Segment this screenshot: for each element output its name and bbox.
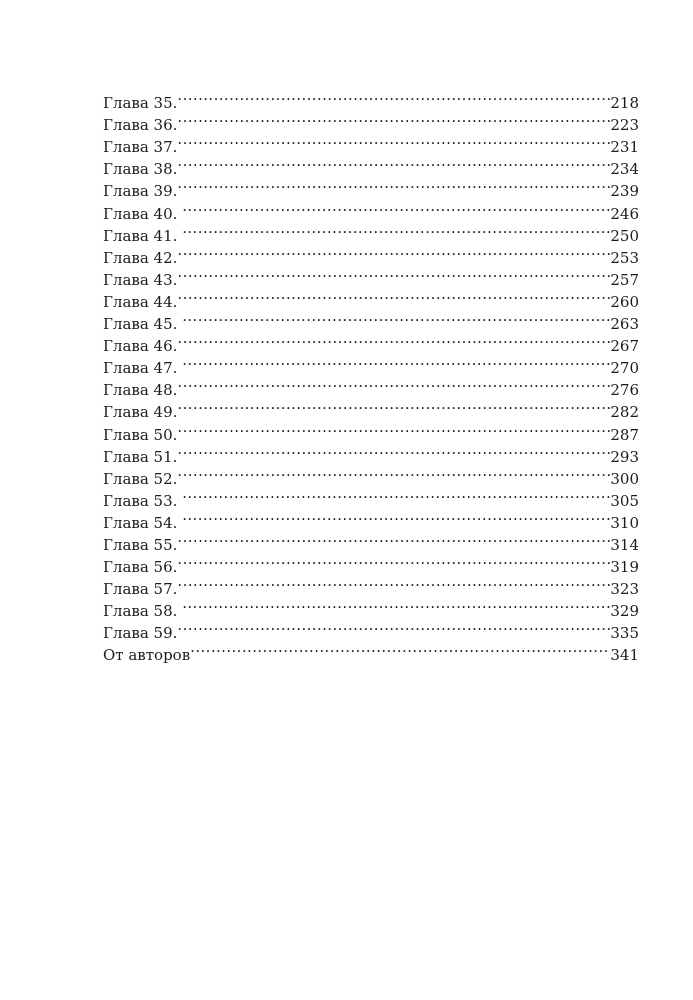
toc-dot-leader bbox=[177, 417, 610, 439]
toc-dot-leader bbox=[177, 329, 610, 351]
toc-dot-leader bbox=[177, 462, 610, 484]
toc-dot-leader bbox=[182, 506, 610, 528]
toc-dot-leader bbox=[177, 174, 610, 196]
toc-entry-title: Глава 58. bbox=[103, 602, 183, 621]
toc-entry bbox=[103, 616, 639, 643]
toc-entry-page-number: 218 bbox=[610, 94, 639, 113]
toc-dot-leader bbox=[177, 285, 610, 307]
toc-entry-page-number: 257 bbox=[610, 270, 639, 289]
toc-entry bbox=[103, 373, 639, 400]
toc-entry-title: Глава 38. bbox=[103, 160, 178, 179]
toc-entry-title: Глава 57. bbox=[103, 580, 178, 599]
toc-dot-leader bbox=[182, 219, 610, 241]
toc-dot-leader bbox=[177, 108, 610, 130]
toc-entry-page-number: 323 bbox=[610, 580, 639, 599]
toc-entry-page-number: 293 bbox=[610, 447, 639, 466]
toc-entry bbox=[103, 572, 639, 599]
toc-entry bbox=[103, 351, 639, 378]
toc-dot-leader bbox=[177, 616, 610, 638]
toc-entry-title: От авторов bbox=[103, 646, 191, 665]
toc-entry bbox=[103, 440, 639, 466]
toc-entry-title: Глава 42. bbox=[103, 248, 178, 267]
toc-entry-page-number: 287 bbox=[610, 425, 639, 444]
toc-dot-leader bbox=[177, 86, 610, 108]
toc-entry-title: Глава 41. bbox=[103, 226, 183, 245]
toc-entry-page-number: 319 bbox=[610, 558, 639, 577]
toc-dot-leader bbox=[182, 484, 610, 506]
toc-entry bbox=[103, 196, 639, 223]
toc-entry-title: Глава 45. bbox=[103, 315, 183, 334]
toc-entry-title: Глава 48. bbox=[103, 381, 178, 400]
toc-entry bbox=[103, 285, 639, 311]
toc-entry-page-number: 223 bbox=[610, 116, 639, 135]
toc-dot-leader bbox=[177, 241, 610, 263]
toc-entry bbox=[103, 130, 639, 157]
toc-entry-title: Глава 56. bbox=[103, 558, 178, 577]
toc-entry-page-number: 246 bbox=[610, 204, 639, 223]
toc-entry bbox=[103, 462, 639, 488]
toc-entry-page-number: 253 bbox=[610, 248, 639, 267]
toc-entry-page-number: 234 bbox=[610, 160, 639, 179]
toc-dot-leader bbox=[177, 152, 610, 174]
toc-dot-leader bbox=[182, 594, 610, 616]
table-of-contents bbox=[103, 86, 639, 665]
toc-dot-leader bbox=[177, 373, 610, 395]
toc-dot-leader bbox=[177, 130, 610, 152]
toc-dot-leader bbox=[177, 572, 610, 594]
toc-entry-title: Глава 37. bbox=[103, 138, 178, 157]
toc-entry-title: Глава 54. bbox=[103, 513, 183, 532]
toc-entry bbox=[103, 638, 639, 665]
toc-entry bbox=[103, 241, 639, 267]
toc-dot-leader bbox=[182, 196, 610, 218]
toc-entry-title: Глава 36. bbox=[103, 116, 178, 135]
toc-entry bbox=[103, 307, 639, 334]
toc-entry-title: Глава 46. bbox=[103, 337, 178, 356]
toc-entry-title: Глава 59. bbox=[103, 624, 178, 643]
toc-entry-page-number: 270 bbox=[610, 359, 639, 378]
toc-entry bbox=[103, 86, 639, 113]
toc-entry-title: Глава 47. bbox=[103, 359, 183, 378]
toc-entry-page-number: 263 bbox=[610, 315, 639, 334]
toc-entry-title: Глава 39. bbox=[103, 182, 178, 201]
toc-entry bbox=[103, 506, 639, 532]
toc-entry-page-number: 260 bbox=[610, 292, 639, 311]
toc-dot-leader bbox=[177, 263, 610, 285]
toc-entry bbox=[103, 174, 639, 201]
toc-entry bbox=[103, 329, 639, 356]
toc-dot-leader bbox=[182, 351, 610, 373]
toc-entry-title: Глава 35. bbox=[103, 94, 178, 113]
toc-entry-page-number: 314 bbox=[610, 535, 639, 554]
toc-entry-title: Глава 43. bbox=[103, 270, 178, 289]
toc-entry-title: Глава 52. bbox=[103, 469, 178, 488]
toc-dot-leader bbox=[177, 440, 610, 462]
toc-entry-page-number: 335 bbox=[610, 624, 639, 643]
toc-dot-leader bbox=[177, 550, 610, 572]
toc-entry-page-number: 231 bbox=[610, 138, 639, 157]
toc-entry bbox=[103, 550, 639, 577]
toc-entry-title: Глава 53. bbox=[103, 491, 183, 510]
toc-entry-page-number: 267 bbox=[610, 337, 639, 356]
toc-entry-title: Глава 49. bbox=[103, 403, 178, 422]
toc-entry bbox=[103, 263, 639, 289]
toc-dot-leader bbox=[182, 307, 610, 329]
toc-dot-leader bbox=[177, 395, 610, 417]
toc-entry bbox=[103, 219, 639, 245]
toc-entry-page-number: 329 bbox=[610, 602, 639, 621]
toc-entry-page-number: 305 bbox=[610, 491, 639, 510]
toc-entry-title: Глава 40. bbox=[103, 204, 183, 223]
toc-entry bbox=[103, 528, 639, 554]
toc-entry bbox=[103, 152, 639, 179]
toc-entry-page-number: 310 bbox=[610, 513, 639, 532]
toc-entry-title: Глава 51. bbox=[103, 447, 178, 466]
toc-entry-page-number: 276 bbox=[610, 381, 639, 400]
toc-entry-page-number: 250 bbox=[610, 226, 639, 245]
toc-dot-leader bbox=[190, 638, 610, 660]
toc-entry-page-number: 300 bbox=[610, 469, 639, 488]
toc-entry bbox=[103, 594, 639, 621]
toc-entry-page-number: 239 bbox=[610, 182, 639, 201]
toc-entry-page-number: 341 bbox=[610, 646, 639, 665]
toc-entry bbox=[103, 417, 639, 444]
toc-entry-title: Глава 50. bbox=[103, 425, 178, 444]
toc-entry bbox=[103, 395, 639, 422]
toc-entry bbox=[103, 108, 639, 135]
toc-entry-title: Глава 44. bbox=[103, 292, 178, 311]
toc-entry bbox=[103, 484, 639, 510]
toc-entry-page-number: 282 bbox=[610, 403, 639, 422]
toc-entry-title: Глава 55. bbox=[103, 535, 178, 554]
toc-dot-leader bbox=[177, 528, 610, 550]
